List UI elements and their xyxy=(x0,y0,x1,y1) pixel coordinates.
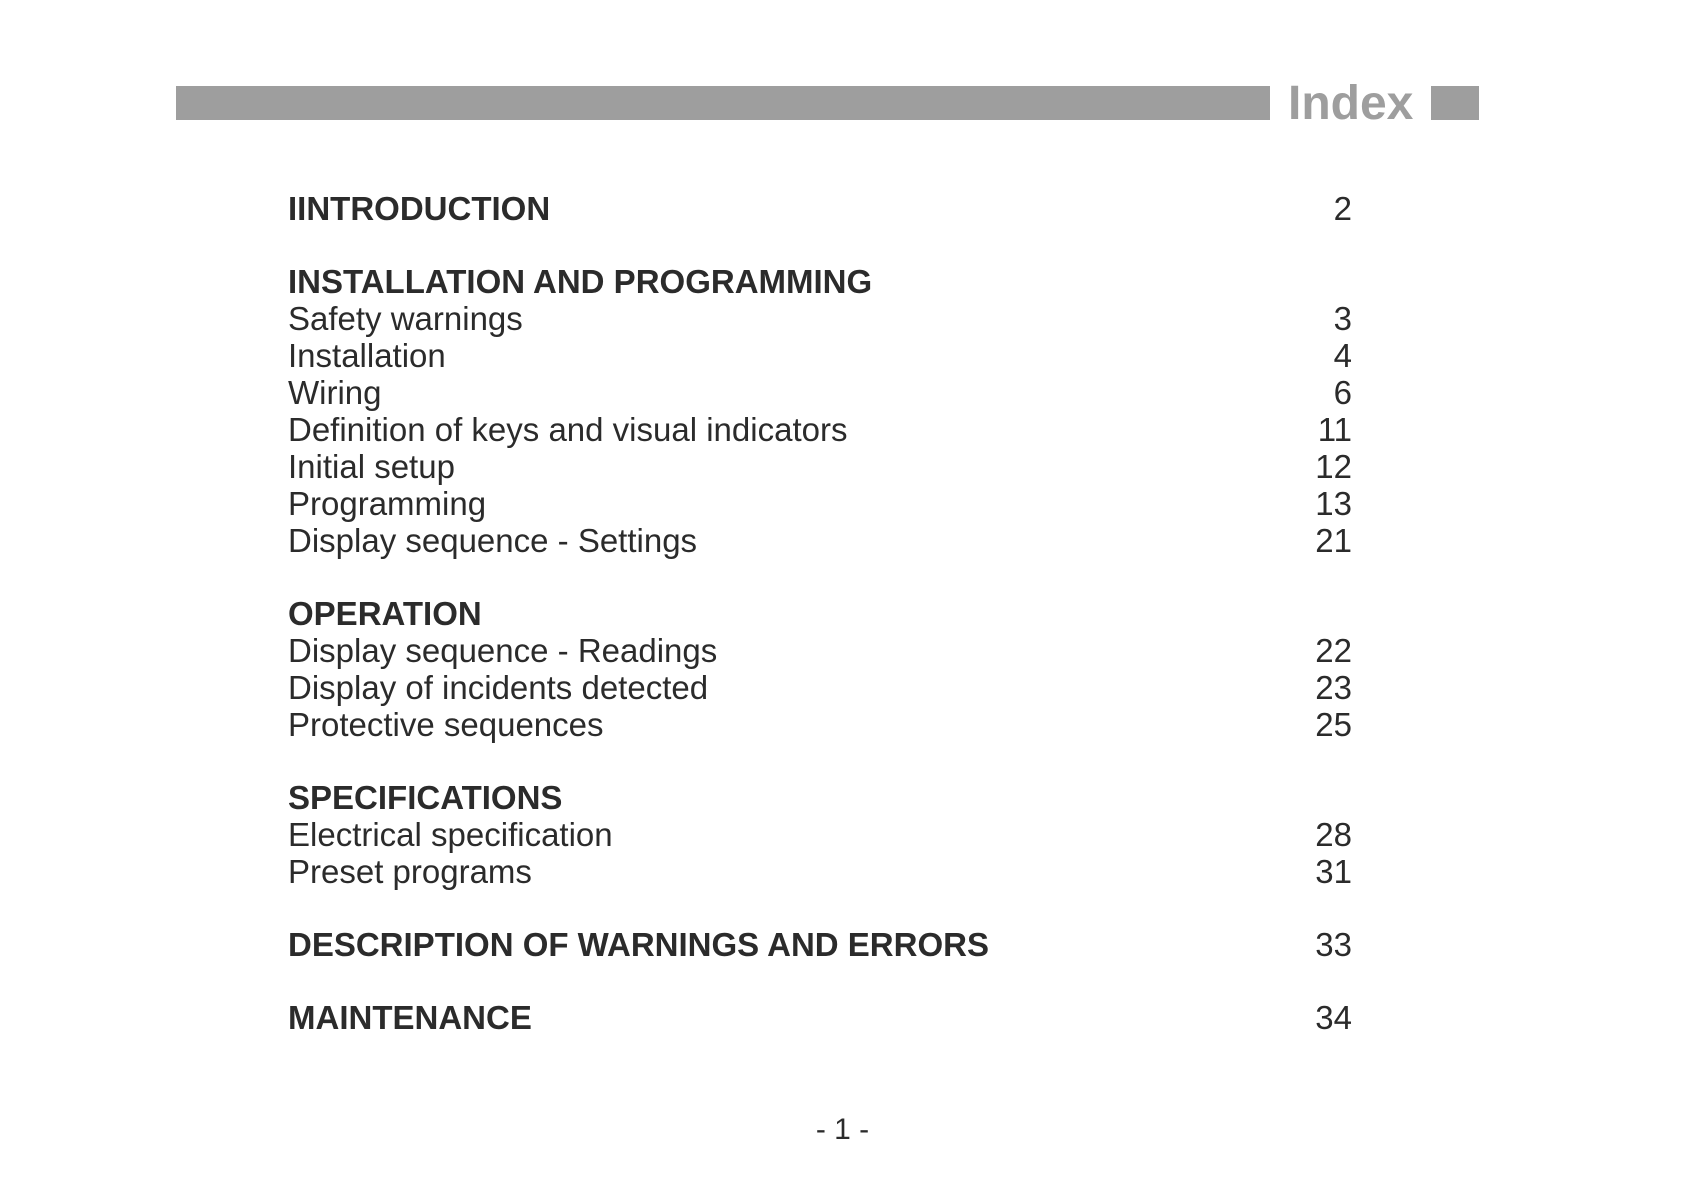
toc-label: Definition of keys and visual indicators xyxy=(288,411,848,448)
toc-label: Installation xyxy=(288,337,446,374)
toc-row-protective-sequences xyxy=(288,706,1352,744)
toc-label: Initial setup xyxy=(288,448,455,485)
toc-row-maintenance xyxy=(288,999,1352,1037)
toc-label: MAINTENANCE xyxy=(288,999,532,1036)
toc-row-display-sequence-readings xyxy=(288,632,1352,670)
toc-page-number: 13 xyxy=(1315,485,1352,522)
toc-row-definition-of-keys xyxy=(288,411,1352,449)
toc-page-number: 3 xyxy=(1333,300,1352,337)
toc-page-number: 21 xyxy=(1315,522,1352,559)
toc-row-initial-setup xyxy=(288,448,1352,486)
toc-page-number: 6 xyxy=(1333,374,1352,411)
toc-label: Electrical specification xyxy=(288,816,613,853)
toc-row-wiring xyxy=(288,374,1352,412)
toc-row-warnings-and-errors xyxy=(288,926,1352,964)
toc-label: Display sequence - Readings xyxy=(288,632,718,669)
toc-label: Protective sequences xyxy=(288,706,604,743)
toc-page-number: 22 xyxy=(1315,632,1352,669)
toc-row-safety-warnings xyxy=(288,300,1352,338)
toc-page-number: 4 xyxy=(1333,337,1352,374)
toc-row-preset-programs xyxy=(288,853,1352,891)
toc-label: Safety warnings xyxy=(288,300,523,337)
toc-label: IINTRODUCTION xyxy=(288,190,551,227)
toc-row-specifications xyxy=(288,779,1352,817)
toc-page-number: 2 xyxy=(1333,190,1352,227)
toc-label: INSTALLATION AND PROGRAMMING xyxy=(288,263,873,300)
toc-page-number: 28 xyxy=(1315,816,1352,853)
toc-row-installation-and-programming xyxy=(288,263,1352,301)
toc-label: Display sequence - Settings xyxy=(288,522,698,559)
toc-label: Preset programs xyxy=(288,853,532,890)
toc-row-installation xyxy=(288,337,1352,375)
toc-row-electrical-specification xyxy=(288,816,1352,854)
toc-label: Display of incidents detected xyxy=(288,669,709,706)
toc-row-programming xyxy=(288,485,1352,523)
toc-page-number: 33 xyxy=(1315,926,1352,963)
toc-label: Wiring xyxy=(288,374,382,411)
toc-page-number: 34 xyxy=(1315,999,1352,1036)
toc-page-number: 23 xyxy=(1315,669,1352,706)
page-title: Index xyxy=(1288,77,1414,130)
toc-label: DESCRIPTION OF WARNINGS AND ERRORS xyxy=(288,926,989,963)
toc-row-display-sequence-settings xyxy=(288,522,1352,560)
footer-page-number: - 1 - xyxy=(815,1113,870,1146)
toc-page-number: 25 xyxy=(1315,706,1352,743)
toc-row-display-of-incidents xyxy=(288,669,1352,707)
toc-label: Programming xyxy=(288,485,487,522)
toc-row-operation xyxy=(288,595,1352,633)
toc-page-number: 12 xyxy=(1315,448,1352,485)
toc-label: SPECIFICATIONS xyxy=(288,779,563,816)
header-bar xyxy=(176,86,1270,120)
toc-row-introduction xyxy=(288,190,1352,228)
toc-label: OPERATION xyxy=(288,595,482,632)
toc-page-number: 11 xyxy=(1317,411,1352,448)
toc-page-number: 31 xyxy=(1315,853,1352,890)
header-block xyxy=(1431,86,1479,120)
